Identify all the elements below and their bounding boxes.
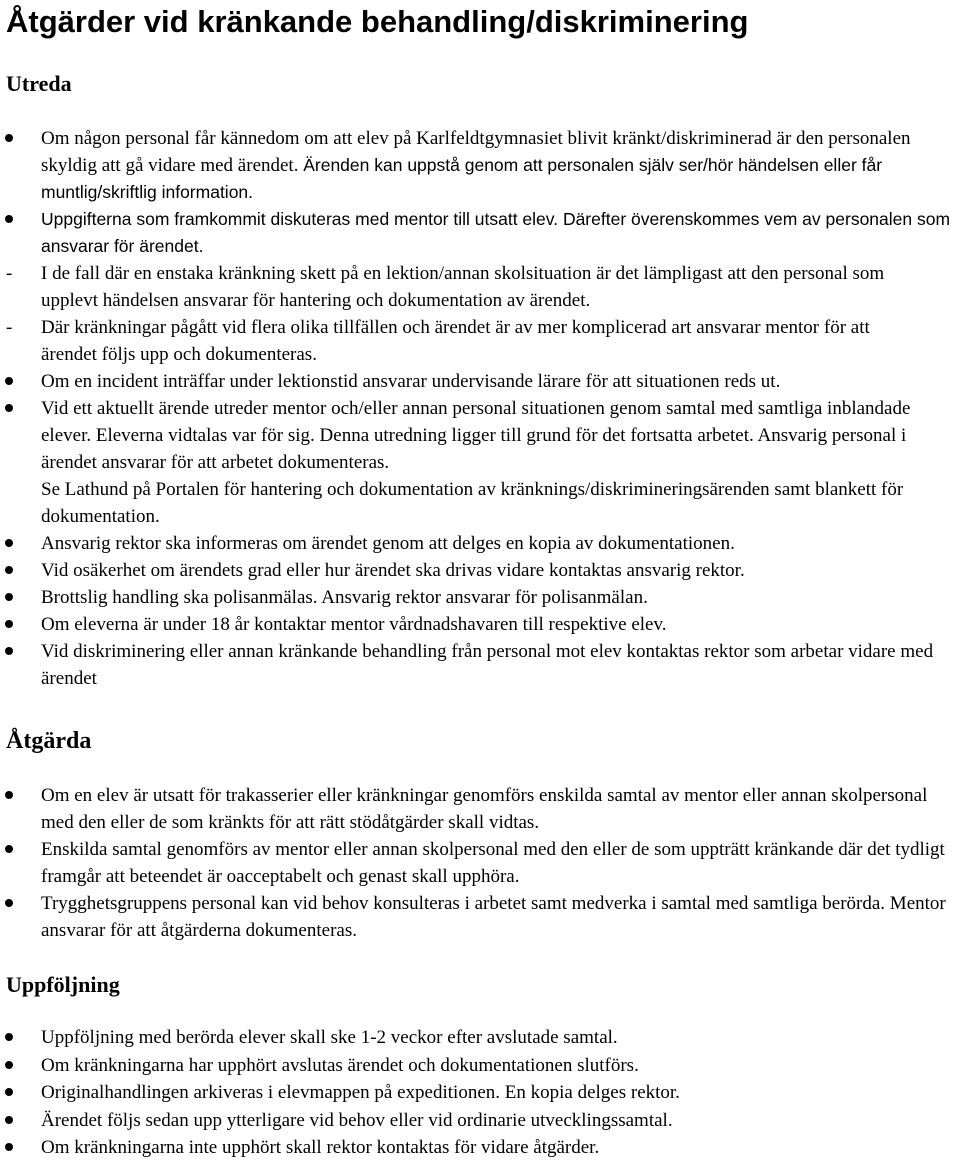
list-item-text: Om någon personal får kännedom om att elev på Karlfeldtgymnasiet blivit kränkt/diskriminerad är den personalen skyldig att gå vidare med ärendet.: [41, 128, 911, 176]
list-item: [0, 890, 956, 944]
list-item: [0, 611, 956, 638]
list-item-text: Trygghetsgruppens personal kan vid behov konsulteras i arbetet samt medverka i samtal med samtliga berörda. Mentor ansvarar för att åtgärderna dokumenteras.: [41, 893, 946, 941]
list-item-text-continued: Ärenden kan uppstå genom att personalen själv ser/hör händelsen eller får muntlig/skriftlig information.: [41, 155, 883, 202]
bullet-icon: [5, 791, 13, 799]
bullet-icon: [5, 539, 13, 547]
list-item: [0, 782, 956, 836]
list-item-text: Uppgifterna som framkommit diskuteras med mentor till utsatt elev. Därefter överenskommes vem av personalen som ansvarar för ärendet.: [41, 209, 951, 256]
uppfoljning-list: [0, 1024, 960, 1162]
bullet-icon: [5, 593, 13, 601]
list-item: [0, 125, 956, 206]
sub-list-item-text: I de fall där en enstaka kränkning skett på en lektion/annan skolsituation är det lämpligast att den personal som upplevt händelsen ansvarar för hantering och dokumentation av ärendet.: [41, 263, 885, 311]
bullet-icon: [5, 404, 13, 412]
list-item: [0, 836, 956, 890]
list-item: [0, 638, 956, 692]
section-heading-utreda: Utreda: [6, 71, 72, 96]
bullet-icon: [5, 845, 13, 853]
document-title: Åtgärder vid kränkande behandling/diskriminering: [6, 4, 749, 39]
sub-list-item: [0, 314, 916, 368]
bullet-icon: [5, 134, 13, 142]
list-item-text-continued: Se Lathund på Portalen för hantering och dokumentation av kränknings/diskrimineringsärenden samt blankett för dokumentation.: [41, 479, 904, 527]
list-item-text: Vid ett aktuellt ärende utreder mentor och/eller annan personal situationen genom samtal med samtliga inblandade elever. Eleverna vidtalas var för sig. Denna utredning ligger till grund för det fortsatta arbetet. Ansvarig personal i ärendet ansvarar för att arbetet dokumenteras.: [41, 398, 911, 473]
sub-list-item-text: Där kränkningar pågått vid flera olika tillfällen och ärendet är av mer komplicerad art ansvarar mentor för att ärendet följs upp och dokumenteras.: [41, 317, 870, 365]
list-item-text: Om kränkningarna inte upphört skall rektor kontaktas för vidare åtgärder.: [41, 1137, 600, 1158]
bullet-icon: [5, 215, 13, 223]
list-item: [0, 530, 956, 557]
list-item-text: Vid diskriminering eller annan kränkande behandling från personal mot elev kontaktas rektor som arbetar vidare med ärendet: [41, 641, 934, 689]
list-item-text: Om en elev är utsatt för trakasserier eller kränkningar genomförs enskilda samtal av mentor eller annan skolpersonal med den eller de som kränkts för att rätt stödåtgärder skall vidtas.: [41, 785, 928, 833]
bullet-icon: [5, 1033, 13, 1041]
list-item: [0, 1024, 956, 1052]
bullet-icon: [5, 377, 13, 385]
bullet-icon: [5, 1143, 13, 1151]
utreda-list: [0, 125, 960, 692]
list-item: [0, 584, 956, 611]
bullet-icon: [5, 1061, 13, 1069]
section-heading-uppfoljning: Uppföljning: [6, 972, 120, 997]
bullet-icon: [5, 647, 13, 655]
list-item-text: Uppföljning med berörda elever skall ske 1-2 veckor efter avslutade samtal.: [41, 1027, 618, 1048]
list-item-text: Brottslig handling ska polisanmälas. Ansvarig rektor ansvarar för polisanmälan.: [41, 587, 648, 608]
bullet-icon: [5, 1116, 13, 1124]
list-item: [0, 368, 956, 395]
list-item: [0, 206, 956, 260]
atgarda-list: [0, 782, 960, 944]
list-item-text: Enskilda samtal genomförs av mentor eller annan skolpersonal med den eller de som uppträtt kränkande där det tydligt framgår att beteendet är oacceptabelt och genast skall upphöra.: [41, 839, 945, 887]
bullet-icon: [5, 566, 13, 574]
list-item-text: Ärendet följs sedan upp ytterligare vid behov eller vid ordinarie utvecklingssamtal.: [41, 1109, 673, 1131]
list-item-text: Om eleverna är under 18 år kontaktar mentor vårdnadshavaren till respektive elev.: [41, 614, 667, 635]
list-item: [0, 1107, 956, 1135]
list-item: [0, 395, 956, 530]
list-item-text: Vid osäkerhet om ärendets grad eller hur ärendet ska drivas vidare kontaktas ansvarig rektor.: [41, 560, 745, 581]
list-item-text: Om kränkningarna har upphört avslutas ärendet och dokumentationen slutförs.: [41, 1054, 639, 1076]
list-item: [0, 1134, 956, 1162]
sub-list-item: [0, 260, 916, 314]
bullet-icon: [5, 620, 13, 628]
list-item-text: Om en incident inträffar under lektionstid ansvarar undervisande lärare för att situationen reds ut.: [41, 371, 781, 392]
dash-marker: -: [6, 263, 13, 284]
list-item-text: Originalhandlingen arkiveras i elevmappen på expeditionen. En kopia delges rektor.: [41, 1082, 680, 1103]
list-item: [0, 1052, 956, 1080]
list-item: [0, 557, 956, 584]
bullet-icon: [5, 899, 13, 907]
section-heading-atgarda: Åtgärda: [6, 728, 92, 754]
list-item: [0, 1079, 956, 1107]
sub-list: [0, 260, 956, 368]
list-item-text: Ansvarig rektor ska informeras om ärendet genom att delges en kopia av dokumentationen.: [41, 533, 735, 554]
dash-marker: -: [6, 317, 13, 338]
bullet-icon: [5, 1088, 13, 1096]
